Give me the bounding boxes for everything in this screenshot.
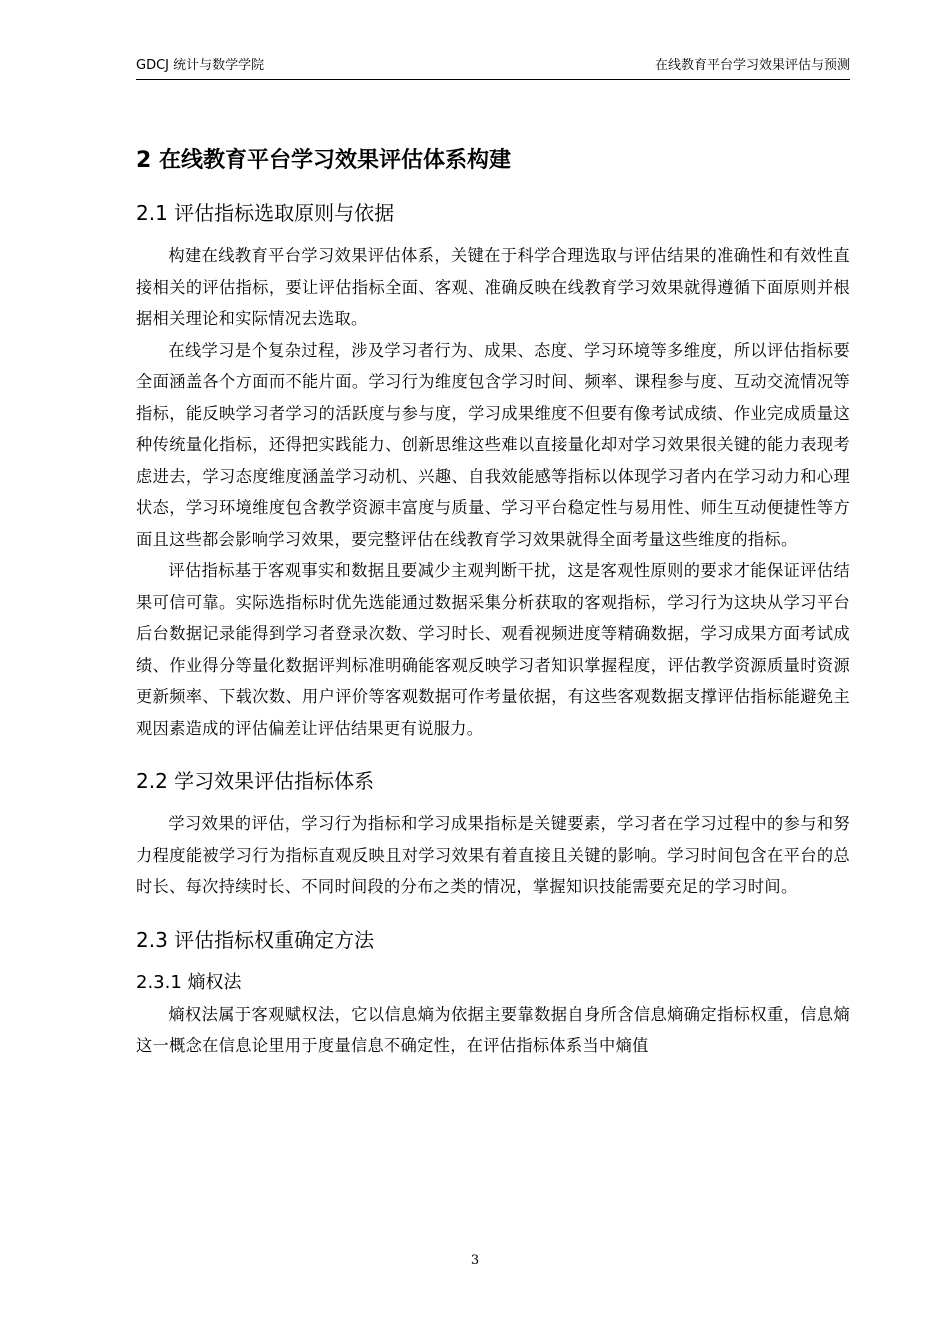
section-heading-2-1: 2.1 评估指标选取原则与依据 [136, 201, 395, 225]
chapter-title: 2 在线教育平台学习效果评估体系构建 [136, 148, 511, 173]
paragraph: 学习效果的评估，学习行为指标和学习成果指标是关键要素，学习者在学习过程中的参与和努力程度能被学习行为指标直观反映且对学习效果有着直接且关键的影响。学习时间包含在平台的总时长、每次持续时长、不同时间段的分布之类的情况，掌握知识技能需要充足的学习时间。 [136, 814, 850, 896]
section-heading-2-3: 2.3 评估指标权重确定方法 [136, 927, 375, 952]
subsection-heading-2-3-1: 2.3.1 熵权法 [136, 971, 242, 993]
page-header [136, 55, 850, 77]
paragraph: 评估指标基于客观事实和数据且要减少主观判断干扰，这是客观性原则的要求才能保证评估结果可信可靠。实际选指标时优先选能通过数据采集分析获取的客观指标，学习行为这块从学习平台后台数据记录能得到学习者登录次数、学习时长、观看视频进度等精确数据，学习成果方面考试成绩、作业得分等量化数据评判标准明确能客观反映学习者知识掌握程度，评估教学资源质量时资源更新频率、下载次数、用户评价等客观数据可作考量依据，有这些客观数据支撑评估指标能避免主观因素造成的评估偏差让评估结果更有说服力。 [136, 561, 850, 738]
header-left-text: GDCJ 统计与数学学院 [136, 58, 265, 73]
header-divider [136, 79, 850, 80]
paragraph: 构建在线教育平台学习效果评估体系，关键在于科学合理选取与评估结果的准确性和有效性直接相关的评估指标，要让评估指标全面、客观、准确反映在线教育学习效果就得遵循下面原则并根据相关理论和实际情况去选取。 [136, 246, 850, 328]
page-body [136, 132, 850, 1062]
paragraph: 在线学习是个复杂过程，涉及学习者行为、成果、态度、学习环境等多维度，所以评估指标要全面涵盖各个方面而不能片面。学习行为维度包含学习时间、频率、课程参与度、互动交流情况等指标，能反映学习者学习的活跃度与参与度，学习成果维度不但要有像考试成绩、作业完成质量这种传统量化指标，还得把实践能力、创新思维这些难以直接量化却对学习效果很关键的能力表现考虑进去，学习态度维度涵盖学习动机、兴趣、自我效能感等指标以体现学习者内在学习动力和心理状态，学习环境维度包含教学资源丰富度与质量、学习平台稳定性与易用性、师生互动便捷性等方面且这些都会影响学习效果，要完整评估在线教育学习效果就得全面考量这些维度的指标。 [136, 340, 850, 549]
paragraph: 熵权法属于客观赋权法，它以信息熵为依据主要靠数据自身所含信息熵确定指标权重，信息熵这一概念在信息论里用于度量信息不确定性，在评估指标体系当中熵值 [136, 1004, 850, 1055]
page-number: 3 [470, 1253, 480, 1268]
section-heading-2-2: 2.2 学习效果评估指标体系 [136, 769, 375, 793]
header-right-text: 在线教育平台学习效果评估与预测 [654, 58, 850, 73]
